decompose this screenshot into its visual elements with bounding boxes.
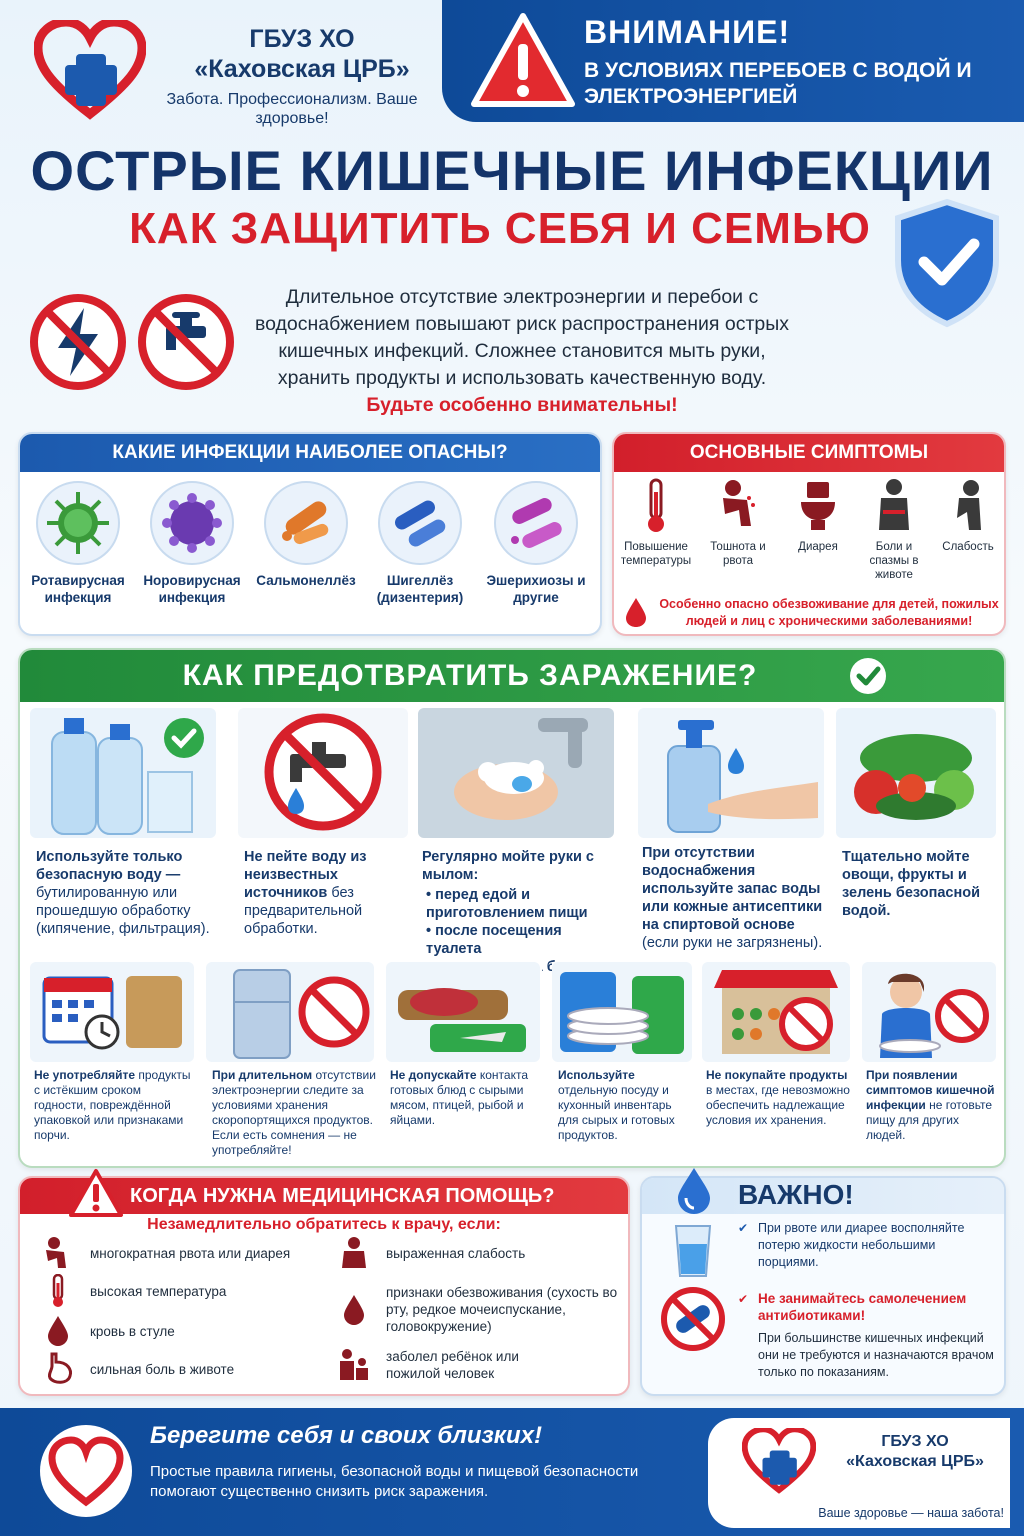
fridge-no-icon <box>206 962 374 1062</box>
card-text-bold: Используйте <box>558 1068 635 1082</box>
important-item: При большинстве кишечных инфекций они не требуются и назначаются врачом только по показаниям. <box>758 1331 994 1379</box>
help-condition <box>40 1314 330 1348</box>
card-text-bold: При появлении симптомов кишечной инфекции <box>866 1068 995 1112</box>
card-text: бутилированную или прошедшую обработку (кипячение, фильтрация). <box>36 885 210 937</box>
help-condition <box>40 1274 330 1308</box>
thermometer-icon <box>40 1274 76 1308</box>
medical-help-subheading: Незамедлительно обратитесь к врачу, если: <box>147 1216 501 1233</box>
heart-cross-logo-icon <box>742 1428 816 1494</box>
prevention-card <box>702 962 852 1158</box>
footer-text: Простые правила гигиены, безопасной воды и пищевой безопасности помогают существенно снизить риск заражения. <box>150 1463 639 1500</box>
symptom-item <box>856 478 932 582</box>
symptom-label: Диарея <box>798 541 838 553</box>
stomach-pain-icon <box>869 478 919 534</box>
separate-dishes-icon <box>552 962 692 1062</box>
card-text: контакта готовых блюд с сырыми мясом, птицей, рыбой и яйцами. <box>390 1068 529 1127</box>
sick-person-no-cooking-icon <box>862 962 996 1062</box>
symptoms-note: Особенно опасно обезвоживание для детей, пожилых людей и лиц с хроническими заболеваниями! <box>659 597 999 628</box>
no-antibiotics-icon <box>660 1286 726 1352</box>
intro-emphasis: Будьте особенно внимательны! <box>366 394 678 416</box>
footer-org-name <box>826 1432 1004 1472</box>
hand-washing-icon <box>418 708 614 838</box>
symptom-label: Боли и спазмы в животе <box>869 541 919 581</box>
help-condition-text: признаки обезвоживания (сухость во рту, редкое мочеиспускание, головокружение) <box>386 1285 618 1334</box>
infection-label: Сальмонеллёз <box>256 573 356 588</box>
symptom-label: Слабость <box>942 541 994 553</box>
warning-triangle-icon <box>468 10 578 110</box>
prevention-card <box>418 708 616 957</box>
infection-item <box>136 480 248 606</box>
shield-check-icon <box>892 198 1002 328</box>
infection-label: Ротавирусная инфекция <box>31 573 125 605</box>
handwash-bullet: • перед едой и приготовлением пищи <box>426 887 588 921</box>
infection-item <box>480 480 592 606</box>
heart-icon <box>36 1422 136 1520</box>
symptom-item <box>618 478 694 568</box>
help-condition <box>40 1352 330 1386</box>
no-tap-water-icon <box>238 708 408 838</box>
symptom-label: Повышение температуры <box>620 541 692 567</box>
footer-org-line2: «Каховская ЦРБ» <box>846 1453 984 1470</box>
water-drop-icon <box>336 1293 372 1327</box>
calendar-clock-icon <box>30 962 194 1062</box>
family-icon <box>336 1348 372 1382</box>
blood-drop-icon <box>624 596 648 628</box>
thermometer-icon <box>631 478 681 534</box>
card-text-bold: При отсутствии водоснабжения используйте запас воды или кожные антисептики на спиртовой основе <box>642 845 823 933</box>
alert-subtitle: В УСЛОВИЯХ ПЕРЕБОЕВ С ВОДОЙ И ЭЛЕКТРОЭНЕРГИЕЙ <box>584 59 972 108</box>
infection-label: Норовирусная инфекция <box>143 573 241 605</box>
shigella-icon <box>377 480 463 566</box>
alert-title: ВНИМАНИЕ! <box>584 14 791 50</box>
salmonella-icon <box>263 480 349 566</box>
stomach-icon <box>40 1352 76 1386</box>
infection-label: Эшерихиозы и другие <box>486 573 586 605</box>
check-circle-icon <box>848 656 888 696</box>
toilet-icon <box>793 478 843 534</box>
prevention-heading: КАК ПРЕДОТВРАТИТЬ ЗАРАЖЕНИЕ? <box>182 659 758 692</box>
card-text: продукты с истёкшим сроком годности, повреждённой упаковкой или признаками порчи. <box>34 1068 191 1142</box>
card-text-bold: Не пейте воду из неизвестных источников <box>244 849 367 901</box>
page-subtitle: КАК ЗАЩИТИТЬ СЕБЯ И СЕМЬЮ <box>129 204 871 253</box>
vomiting-person-icon <box>40 1236 76 1270</box>
prevention-card <box>552 962 694 1158</box>
handwash-bullet-text: после посещения туалета <box>426 923 562 957</box>
card-text-bold: Используйте только безопасную воду — <box>36 849 183 883</box>
intro-text <box>252 284 792 419</box>
help-condition-text: кровь в стуле <box>90 1323 175 1339</box>
handwash-bullet-text: перед едой и приготовлением пищи <box>426 887 588 921</box>
footer-title: Берегите себя и своих близких! <box>150 1422 542 1449</box>
card-text-bold: Не допускайте <box>390 1068 477 1082</box>
card-text-bold: Тщательно мойте овощи, фрукты и зелень безопасной водой. <box>842 849 981 919</box>
prevention-card <box>30 708 218 948</box>
symptom-item <box>780 478 856 554</box>
infection-item <box>364 480 476 606</box>
weak-person-icon <box>336 1236 372 1270</box>
rotavirus-icon <box>35 480 121 566</box>
card-text: без предварительной обработки. <box>244 885 363 937</box>
org-name-line1: ГБУЗ ХО <box>249 25 355 53</box>
org-tagline: Забота. Профессионализм. Ваше здоровье! <box>166 91 418 127</box>
water-glass-icon <box>668 1222 718 1280</box>
hand-sanitizer-icon <box>638 708 824 838</box>
prevention-card <box>238 708 408 948</box>
important-item-warning: Не занимайтесь самолечением антибиотиками! <box>758 1291 967 1323</box>
norovirus-icon <box>149 480 235 566</box>
market-stall-no-icon <box>702 962 850 1062</box>
water-bottles-icon <box>30 708 216 838</box>
infection-item <box>22 480 134 606</box>
help-condition-text: выраженная слабость <box>386 1245 526 1261</box>
org-name <box>162 24 442 84</box>
vegetables-icon <box>836 708 996 838</box>
weak-person-icon <box>943 478 993 534</box>
prevention-card <box>386 962 542 1158</box>
handwash-bullet: • после посещения туалета <box>426 923 562 957</box>
prevention-card <box>836 708 998 948</box>
card-text-bold: При длительном <box>212 1068 313 1082</box>
raw-meat-board-icon <box>386 962 540 1062</box>
help-condition-text: высокая температура <box>90 1283 227 1299</box>
heart-cross-logo-icon <box>34 20 146 120</box>
no-electricity-icon <box>28 292 128 392</box>
infection-item <box>250 480 362 589</box>
footer-org-line1: ГБУЗ ХО <box>881 1433 949 1450</box>
symptom-item <box>930 478 1006 554</box>
symptom-label: Тошнота и рвота <box>710 541 766 567</box>
card-text-bold: Не покупайте продукты <box>706 1068 848 1082</box>
footer-slogan: Ваше здоровье — наша забота! <box>818 1506 1004 1520</box>
important-heading: ВАЖНО! <box>738 1179 854 1210</box>
card-text-bold: Регулярно мойте руки с мылом: <box>422 849 594 883</box>
prevention-card <box>638 708 826 951</box>
intro-body: Длительное отсутствие электроэнергии и перебои с водоснабжением повышают риск распространения острых кишечных инфекций. Сложнее становится мыть руки, хранить продукты и использовать качественную воду. <box>254 286 789 389</box>
important-item: При рвоте или диарее восполняйте потерю жидкости небольшими порциями. <box>758 1221 965 1269</box>
card-text-bold: Не употребляйте <box>34 1068 136 1082</box>
ecoli-icon <box>493 480 579 566</box>
infection-label: Шигеллёз (дизентерия) <box>376 573 464 605</box>
card-text: в местах, где невозможно обеспечить надлежащие условия их хранения. <box>706 1083 850 1127</box>
card-text: не готовьте пищу для других людей. <box>866 1098 993 1142</box>
prevention-card <box>206 962 376 1158</box>
warning-triangle-icon <box>68 1168 124 1218</box>
help-condition <box>336 1284 626 1335</box>
bullet-chevron-icon: ✔ <box>738 1292 749 1306</box>
no-water-tap-icon <box>136 292 236 392</box>
bullet-chevron-icon: ✔ <box>738 1221 749 1235</box>
card-text: отсутствии электроэнергии следите за условиями хранения скоропортящихся продуктов. Если есть сомнения — не употребляйте! <box>212 1068 376 1157</box>
help-condition-text: сильная боль в животе <box>90 1361 235 1377</box>
page-title: ОСТРЫЕ КИШЕЧНЫЕ ИНФЕКЦИИ <box>30 139 994 202</box>
prevention-card <box>862 962 998 1158</box>
help-condition-text: заболел ребёнок или пожилой человек <box>386 1349 519 1381</box>
card-text: отдельную посуду и кухонный инвентарь для сырых и готовых продуктов. <box>558 1083 675 1142</box>
help-condition <box>336 1348 626 1382</box>
symptoms-heading: ОСНОВНЫЕ СИМПТОМЫ <box>614 434 1004 472</box>
prevention-card <box>30 962 196 1158</box>
blood-drop-icon <box>40 1314 76 1348</box>
vomiting-person-icon <box>713 478 763 534</box>
medical-help-heading: КОГДА НУЖНА МЕДИЦИНСКАЯ ПОМОЩЬ? <box>130 1185 555 1207</box>
help-condition-text: многократная рвота или диарея <box>90 1245 291 1261</box>
water-drop-icon <box>674 1166 714 1216</box>
card-text: (если руки не загрязнены). <box>642 935 823 951</box>
help-condition <box>40 1236 330 1270</box>
org-name-line2: «Каховская ЦРБ» <box>194 55 410 83</box>
infections-heading: КАКИЕ ИНФЕКЦИИ НАИБОЛЕЕ ОПАСНЫ? <box>20 434 600 472</box>
symptom-item <box>700 478 776 568</box>
help-condition <box>336 1236 626 1270</box>
